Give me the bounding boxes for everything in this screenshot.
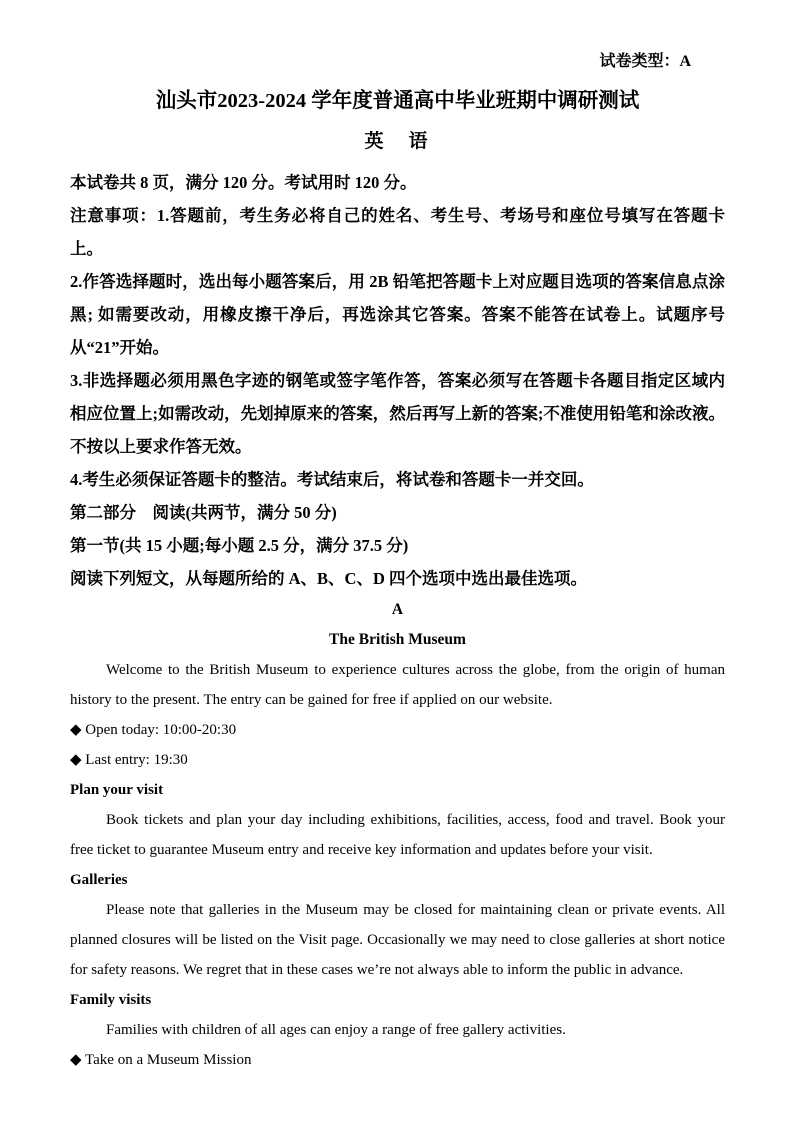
section-subpart-heading: 第一节(共 15 小题;每小题 2.5 分，满分 37.5 分) <box>70 536 409 555</box>
passage-title: The British Museum <box>329 631 466 648</box>
paper-info-line: 本试卷共 8 页，满分 120 分。考试用时 120 分。 <box>70 173 417 192</box>
heading-plan-your-visit: Plan your visit <box>70 782 164 798</box>
section-part-heading: 第二部分 阅读(共两节，满分 50 分) <box>70 503 337 522</box>
notice-item-2: 2.作答选择题时，选出每小题答案后，用 2B 铅笔把答题卡上对应题目选项的答案信息点涂黑; 如需要改动，用橡皮擦干净后，再选涂其它答案。答案不能答在试卷上。试题序号从“21”开始。 <box>70 272 725 357</box>
heading-family-visits: Family visits <box>70 992 152 1008</box>
notice-item-1: 注意事项：1.答题前，考生务必将自己的姓名、考生号、考场号和座位号填写在答题卡上。 <box>70 206 725 258</box>
passage-label: A <box>391 601 404 618</box>
exam-title: 汕头市2023-2024 学年度普通高中毕业班期中调研测试 <box>155 90 640 112</box>
bullet-open-today: ◆ Open today: 10:00-20:30 <box>70 722 237 738</box>
notice-item-3: 3.非选择题必须用黑色字迹的钢笔或签字笔作答，答案必须写在答题卡各题目指定区域内相应位置上;如需改动，先划掉原来的答案，然后再写上新的答案;不准使用铅笔和涂改液。不按以上要求作答无效。 <box>70 371 725 456</box>
bullet-last-entry: ◆ Last entry: 19:30 <box>70 752 188 768</box>
paragraph-galleries: Please note that galleries in the Museum may be closed for maintaining clean or private events. All planned closures will be listed on the Visit page. Occasionally we may need to close galleries at short notice for safety reasons. We regret that in these cases we’re not always able to inform the public in advance. <box>70 902 725 978</box>
paper-type-label: 试卷类型：A <box>599 53 691 70</box>
bullet-museum-mission: ◆ Take on a Museum Mission <box>70 1052 252 1068</box>
paragraph-plan-your-visit: Book tickets and plan your day including exhibitions, facilities, access, food and travel. Book your free ticket to guarantee Museum entry and receive key information and updates before your visit. <box>70 812 725 858</box>
paragraph-family-visits: Families with children of all ages can enjoy a range of free gallery activities. <box>106 1022 566 1038</box>
subject-title: 英 语 <box>364 131 431 152</box>
section-directions: 阅读下列短文，从每题所给的 A、B、C、D 四个选项中选出最佳选项。 <box>70 569 588 588</box>
notice-item-4: 4.考生必须保证答题卡的整洁。考试结束后，将试卷和答题卡一并交回。 <box>70 470 594 489</box>
passage-intro-paragraph: Welcome to the British Museum to experience cultures across the globe, from the origin of human history to the present. The entry can be gained for free if applied on our website. <box>70 662 725 708</box>
heading-galleries: Galleries <box>70 872 128 888</box>
